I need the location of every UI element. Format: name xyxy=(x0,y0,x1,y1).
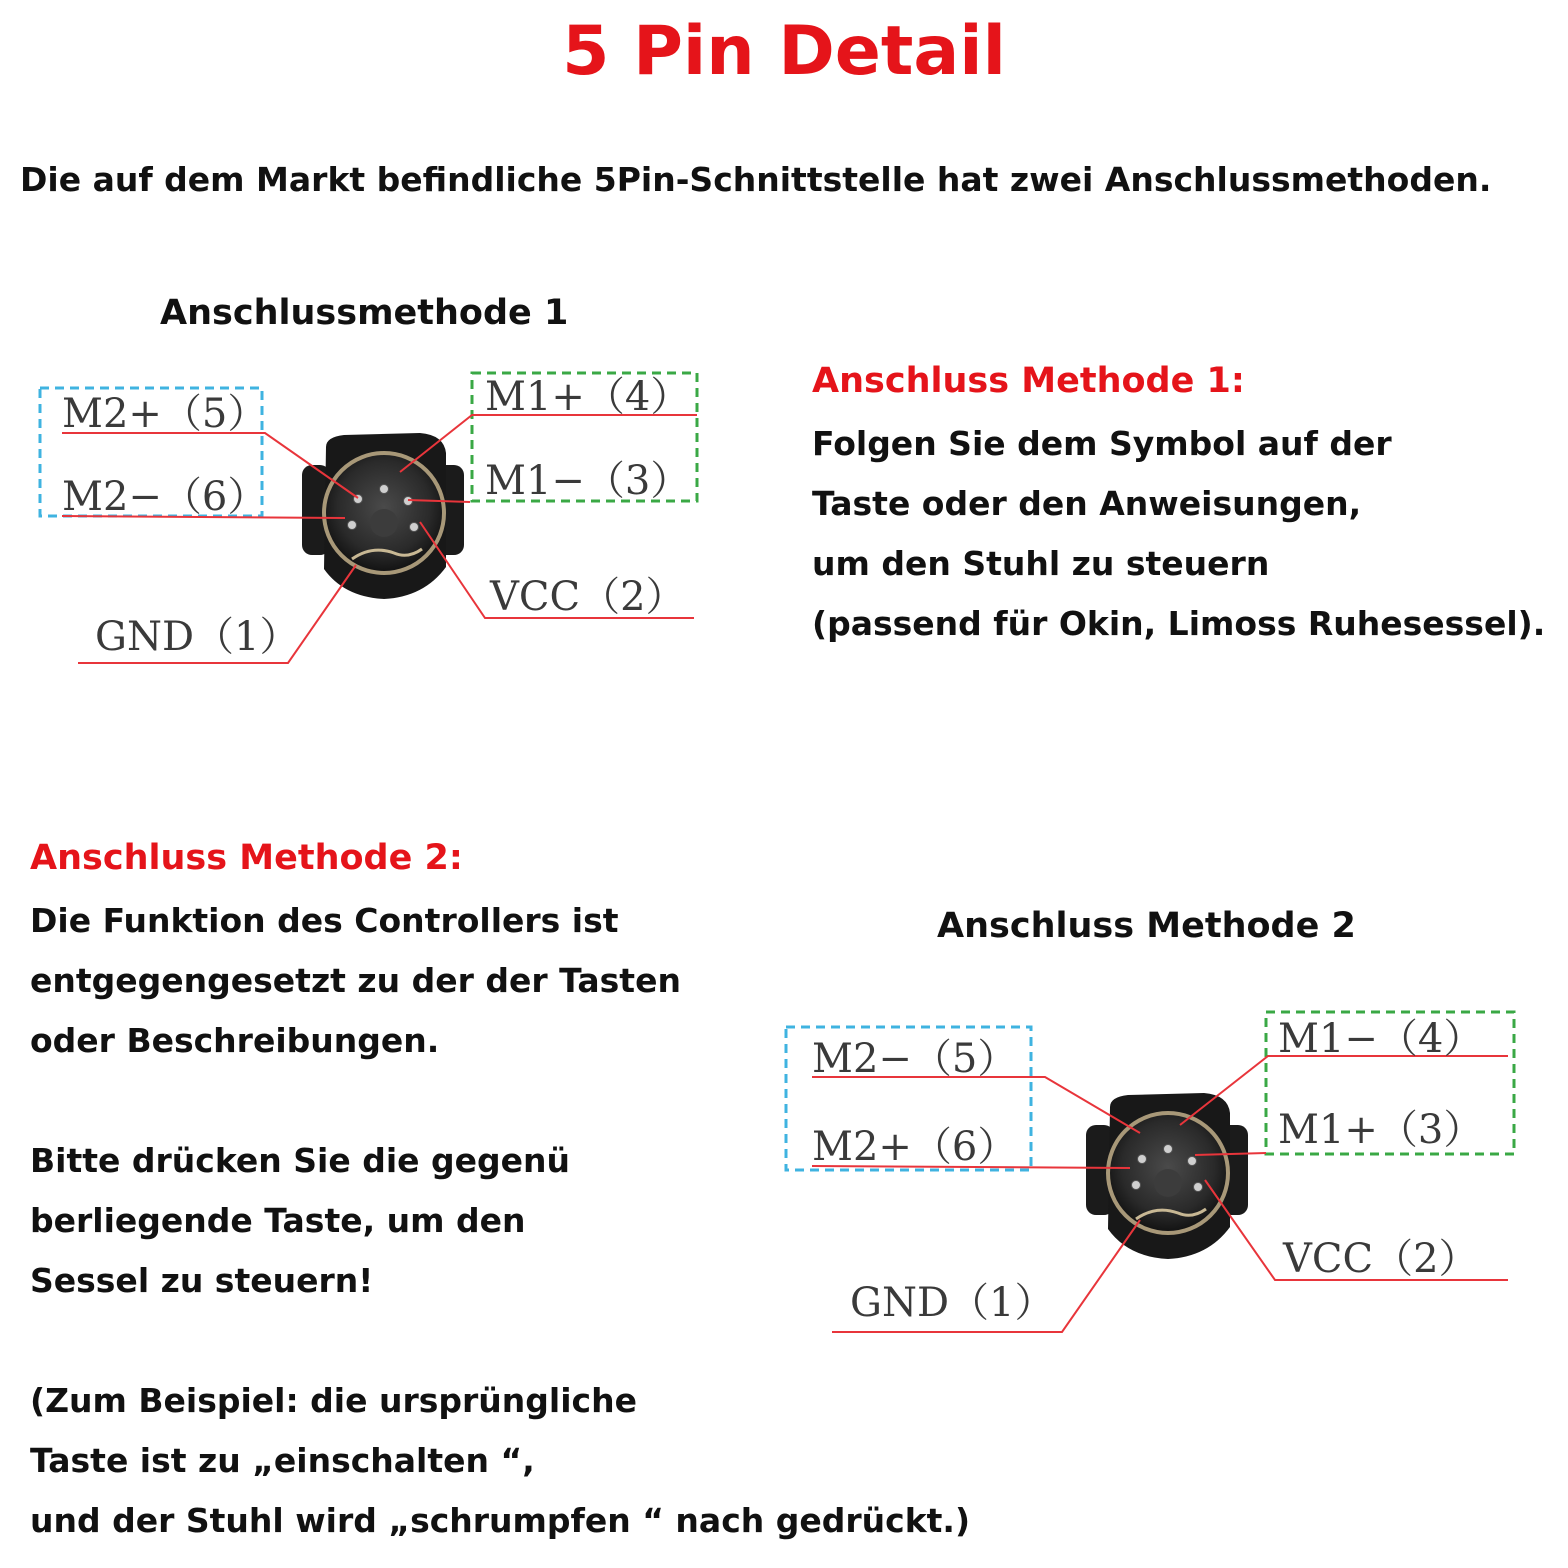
pin-label: GND（1） xyxy=(95,614,300,660)
pin-label: M2+（6） xyxy=(812,1124,1018,1170)
method2-line: Taste ist zu „einschalten “, xyxy=(30,1441,535,1480)
pin-label: M2−（5） xyxy=(812,1036,1018,1082)
method2-line: (Zum Beispiel: die ursprüngliche xyxy=(30,1381,637,1420)
pin-label: M2+（5） xyxy=(62,391,268,437)
method2-line: entgegengesetzt zu der der Tasten xyxy=(30,961,681,1000)
page-title: 5 Pin Detail xyxy=(562,12,1006,91)
method1-heading: Anschluss Methode 1: xyxy=(812,361,1245,401)
pin-label: M1−（3） xyxy=(485,458,691,504)
method2-line: Die Funktion des Controllers ist xyxy=(30,901,619,940)
pin-label: M1+（4） xyxy=(485,374,691,420)
pin-label: M1+（3） xyxy=(1278,1107,1484,1153)
method2-line: oder Beschreibungen. xyxy=(30,1021,440,1060)
pin-label: M2−（6） xyxy=(62,474,268,520)
connector-icon xyxy=(1086,1093,1248,1259)
intro-text: Die auf dem Markt befindliche 5Pin-Schnittstelle hat zwei Anschlussmethoden. xyxy=(20,160,1492,199)
pin-label: GND（1） xyxy=(850,1280,1055,1326)
diagram1-title: Anschlussmethode 1 xyxy=(160,293,569,333)
method2-line: berliegende Taste, um den xyxy=(30,1201,526,1240)
method1-line: um den Stuhl zu steuern xyxy=(812,544,1270,583)
method2-line: Sessel zu steuern! xyxy=(30,1261,374,1300)
pin-label: M1−（4） xyxy=(1278,1016,1484,1062)
method2-line: Bitte drücken Sie die gegenü xyxy=(30,1141,571,1180)
diagram1 xyxy=(40,373,697,663)
pin-label: VCC（2） xyxy=(490,574,686,620)
diagram2-title: Anschluss Methode 2 xyxy=(937,906,1356,946)
connector-icon xyxy=(302,433,464,599)
method2-line: und der Stuhl wird „schrumpfen “ nach gedrückt.) xyxy=(30,1501,971,1540)
pin-label: VCC（2） xyxy=(1283,1236,1479,1282)
method1-line: Folgen Sie dem Symbol auf der xyxy=(812,424,1392,463)
diagram2 xyxy=(786,1012,1514,1332)
method2-heading: Anschluss Methode 2: xyxy=(30,838,463,878)
method1-line: (passend für Okin, Limoss Ruhesessel). xyxy=(812,604,1546,643)
method1-line: Taste oder den Anweisungen, xyxy=(812,484,1362,523)
